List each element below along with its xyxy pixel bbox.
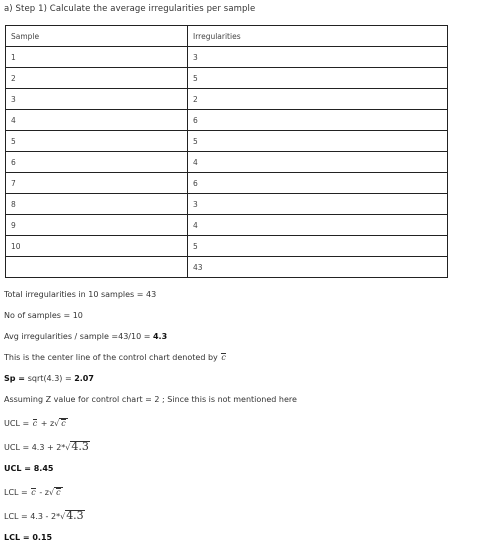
irregularities-table	[5, 25, 448, 278]
sqrt-icon: √	[65, 443, 71, 452]
table-row	[6, 47, 448, 68]
center-line-text	[4, 353, 227, 362]
sp-expr: sqrt(4.3) =	[27, 374, 75, 383]
avg-value: 4.3	[152, 332, 168, 341]
sample-cell: 7	[6, 173, 188, 194]
table-row	[6, 68, 448, 89]
irregularities-cell: 3	[188, 194, 448, 215]
sp-prefix: Sp =	[4, 374, 28, 383]
sample-cell: 6	[6, 152, 188, 173]
assume-line: Assuming Z value for control chart = 2 ; Since this is not mentioned here	[4, 395, 297, 404]
irregularities-cell: 6	[188, 110, 448, 131]
sample-cell: 10	[6, 236, 188, 257]
c-bar-symbol: c	[31, 488, 36, 497]
irregularities-cell: 3	[188, 47, 448, 68]
sample-cell: 2	[6, 68, 188, 89]
lcl2-prefix: LCL = 4.3 - 2*	[4, 512, 61, 521]
sample-cell	[6, 257, 188, 278]
sqrt-icon: √	[60, 512, 66, 521]
header-irregularities: Irregularities	[188, 26, 448, 47]
avg-line	[4, 332, 167, 341]
c-bar-symbol: c	[32, 419, 38, 428]
sample-cell: 9	[6, 215, 188, 236]
radicand: 4.3	[66, 509, 84, 522]
header-sample: Sample	[6, 26, 188, 47]
sample-cell: 1	[6, 47, 188, 68]
irregularities-cell: 5	[188, 236, 448, 257]
radicand-c-bar	[59, 418, 67, 429]
table-row	[6, 131, 448, 152]
irregularities-cell: 5	[188, 131, 448, 152]
ucl-formula	[4, 418, 68, 429]
sp-value: 2.07	[74, 374, 94, 383]
table-row	[6, 110, 448, 131]
sqrt-icon: √	[48, 488, 55, 497]
irregularities-cell: 5	[188, 68, 448, 89]
avg-prefix: Avg irregularities / sample =43/10 =	[4, 332, 153, 341]
irregularities-cell: 2	[188, 89, 448, 110]
c-bar-symbol: c	[56, 488, 61, 497]
sample-cell: 3	[6, 89, 188, 110]
irregularities-cell: 6	[188, 173, 448, 194]
c-bar-symbol: c	[61, 419, 66, 428]
table-row	[6, 215, 448, 236]
sqrt-icon: √	[54, 419, 60, 428]
table-row	[6, 257, 448, 278]
irregularities-cell: 4	[188, 215, 448, 236]
table-header-row	[6, 26, 448, 47]
samples-line: No of samples = 10	[4, 311, 83, 320]
c-bar-symbol: c	[221, 353, 226, 362]
sample-cell: 5	[6, 131, 188, 152]
table-row	[6, 194, 448, 215]
ucl-substituted	[4, 441, 90, 452]
lcl-result: LCL = 0.15	[4, 533, 53, 542]
sp-line	[4, 374, 94, 383]
step-heading: a) Step 1) Calculate the average irregularities per sample	[4, 4, 256, 14]
lcl-label: LCL =	[4, 488, 31, 497]
table-row	[6, 236, 448, 257]
irregularities-cell: 4	[188, 152, 448, 173]
radicand: 4.3	[71, 440, 89, 453]
sample-cell: 8	[6, 194, 188, 215]
center-text: This is the center line of the control chart denoted by	[4, 353, 218, 362]
sample-cell: 4	[6, 110, 188, 131]
table-row	[6, 89, 448, 110]
table-body	[6, 26, 448, 278]
total-line: Total irregularities in 10 samples = 43	[4, 290, 157, 299]
ucl-op: + z	[38, 419, 55, 428]
ucl-label: UCL =	[4, 419, 32, 428]
lcl-formula	[4, 487, 63, 498]
ucl-result: UCL = 8.45	[4, 464, 54, 473]
table-row	[6, 152, 448, 173]
table-row	[6, 173, 448, 194]
radicand-c-bar	[54, 487, 62, 498]
lcl-substituted	[4, 510, 85, 521]
ucl2-prefix: UCL = 4.3 + 2*	[4, 443, 66, 452]
lcl-op: - z	[36, 488, 49, 497]
irregularities-cell: 43	[188, 257, 448, 278]
